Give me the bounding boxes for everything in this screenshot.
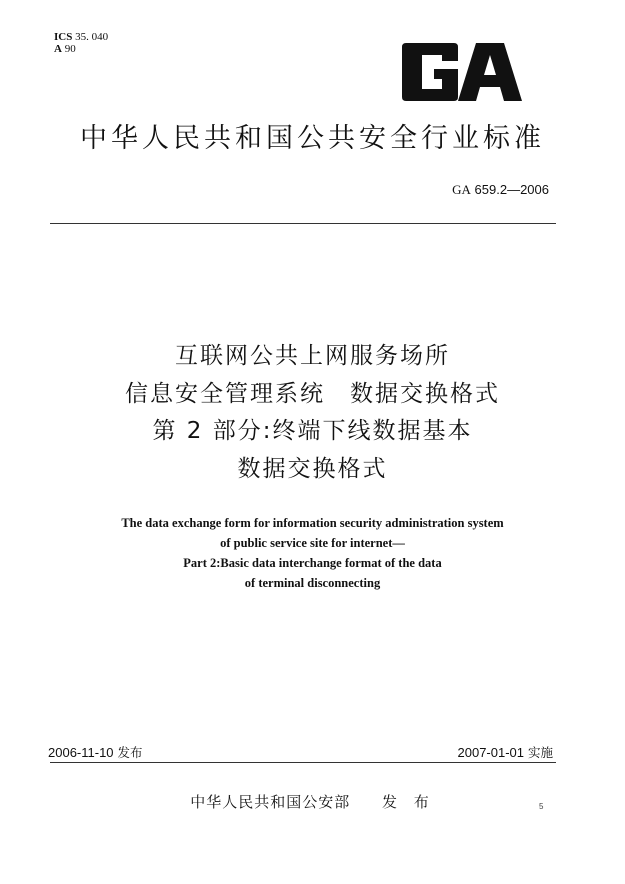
standard-category-title: 中华人民共和国公共安全行业标准	[80, 123, 545, 154]
english-title-line-1: The data exchange form for information security administration system	[121, 516, 504, 530]
header-divider	[50, 223, 556, 224]
issue-date-label: 发布	[117, 745, 143, 760]
ga-logo-icon	[400, 41, 523, 103]
issuer	[0, 791, 625, 812]
effective-date-label: 实施	[527, 745, 553, 760]
ccs-value: 90	[64, 43, 76, 55]
chinese-title-line-3: 第 2 部分:终端下线数据基本	[152, 418, 473, 444]
classification-codes	[54, 31, 108, 55]
standard-code: 659.2—2006	[474, 182, 549, 197]
issue-date-value: 2006-11-10	[48, 745, 114, 760]
chinese-title	[0, 338, 625, 488]
chinese-title-line-4: 数据交换格式	[237, 455, 388, 482]
english-title-line-2: of public service site for internet—	[220, 536, 405, 550]
effective-date	[458, 743, 554, 761]
standard-prefix: GA	[452, 182, 471, 197]
ics-code	[54, 31, 108, 43]
issuer-action: 发 布	[382, 793, 435, 811]
ics-value: 35. 040	[75, 31, 109, 43]
chinese-title-line-1: 互联网公共上网服务场所	[175, 343, 450, 369]
english-title	[0, 513, 625, 593]
english-title-line-3: Part 2:Basic data interchange format of the data	[183, 556, 442, 570]
ccs-label: A	[54, 43, 62, 55]
chinese-title-line-2: 信息安全管理系统 数据交换格式	[125, 380, 500, 407]
english-title-line-4: of terminal disconnecting	[244, 576, 381, 590]
footer-divider	[50, 762, 556, 763]
standard-number	[452, 182, 549, 198]
ga-logo	[400, 41, 523, 103]
page-number: 5	[539, 802, 544, 811]
ics-label: ICS	[54, 31, 73, 43]
ccs-code	[54, 43, 108, 55]
issuer-name: 中华人民共和国公安部	[190, 793, 351, 811]
issue-date	[48, 743, 143, 761]
effective-date-value: 2007-01-01	[457, 745, 524, 760]
